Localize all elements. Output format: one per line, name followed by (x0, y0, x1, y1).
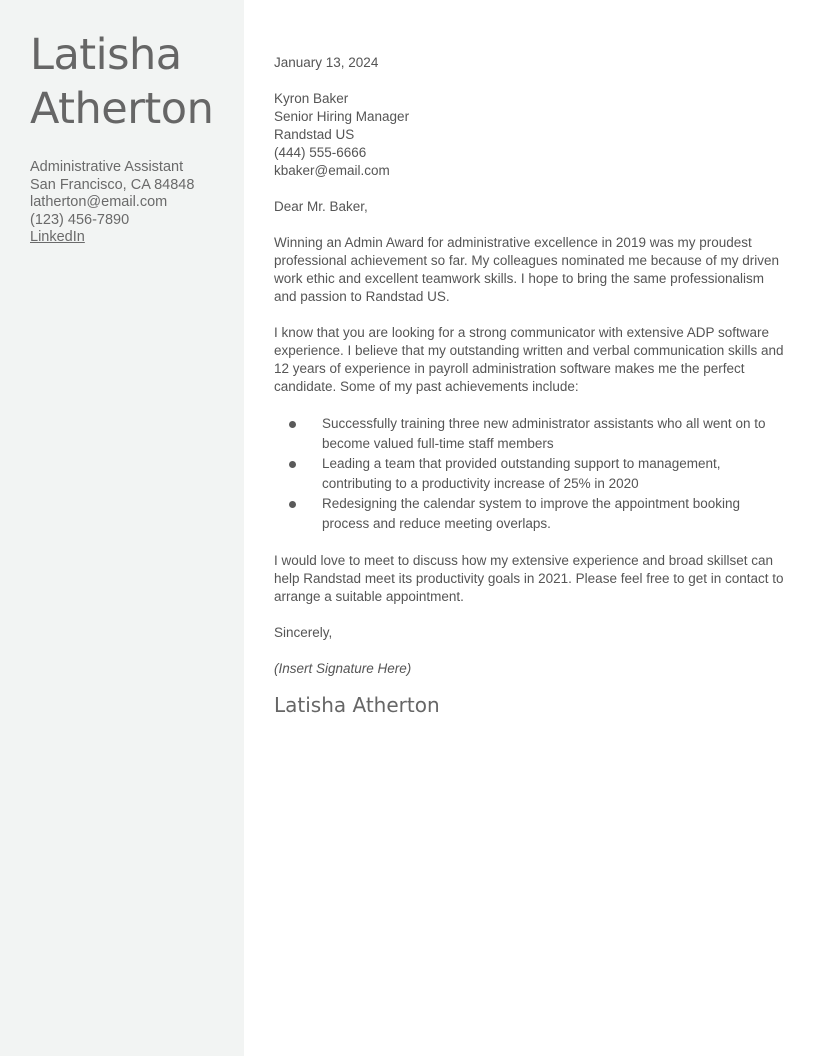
salutation: Dear Mr. Baker, (274, 199, 368, 214)
bullet-icon (289, 421, 296, 428)
sender-first-name: Latisha (30, 30, 182, 80)
recipient-company: Randstad US (274, 127, 355, 142)
signature-name: Latisha Atherton (274, 693, 440, 717)
recipient-name: Kyron Baker (274, 91, 349, 106)
list-item (274, 454, 784, 494)
recipient-block (274, 90, 784, 180)
list-item-text: Leading a team that provided outstanding support to management, contributing to a productivity increase of 25% in 2020 (322, 456, 721, 491)
sender-last-name: Atherton (30, 84, 214, 134)
signature-placeholder: (Insert Signature Here) (274, 661, 412, 676)
contact-info (30, 159, 240, 247)
sender-name (30, 28, 240, 136)
letter-body (274, 54, 784, 718)
bullet-icon (289, 501, 296, 508)
bullet-icon (289, 461, 296, 468)
list-item-text: Redesigning the calendar system to improve the appointment booking process and reduce meeting overlaps. (322, 496, 740, 531)
list-item (274, 414, 784, 454)
linkedin-link[interactable]: LinkedIn (30, 229, 85, 245)
recipient-email: kbaker@email.com (274, 163, 390, 178)
paragraph-intro: Winning an Admin Award for administrative excellence in 2019 was my proudest professional achievement so far. My colleagues nominated me because of my driven work ethic and excellent teamwork skills. I hope to bring the same professionalism and passion to Randstad US. (274, 235, 780, 304)
sender-email: latherton@email.com (30, 194, 168, 210)
sender-location: San Francisco, CA 84848 (30, 176, 195, 193)
paragraph-closing: I would love to meet to discuss how my extensive experience and broad skillset can help Randstad meet its productivity goals in 2021. Please feel free to get in contact to arrange a suitable appointment. (274, 553, 784, 604)
sender-job-title: Administrative Assistant (30, 159, 184, 175)
closing: Sincerely, (274, 625, 333, 640)
achievements-list (274, 414, 784, 534)
recipient-phone: (444) 555-6666 (274, 145, 367, 160)
sidebar (0, 0, 244, 1056)
sender-phone: (123) 456-7890 (30, 211, 130, 228)
paragraph-qualifications: I know that you are looking for a strong communicator with extensive ADP software experience. I believe that my outstanding written and verbal communication skills and 12 years of experience in payroll administration software makes me the perfect candidate. Some of my past achievements include: (274, 325, 784, 394)
letter-date: January 13, 2024 (274, 55, 379, 70)
list-item-text: Successfully training three new administrator assistants who all went on to become valued full-time staff members (322, 416, 766, 451)
list-item (274, 494, 784, 534)
recipient-title: Senior Hiring Manager (274, 109, 410, 124)
